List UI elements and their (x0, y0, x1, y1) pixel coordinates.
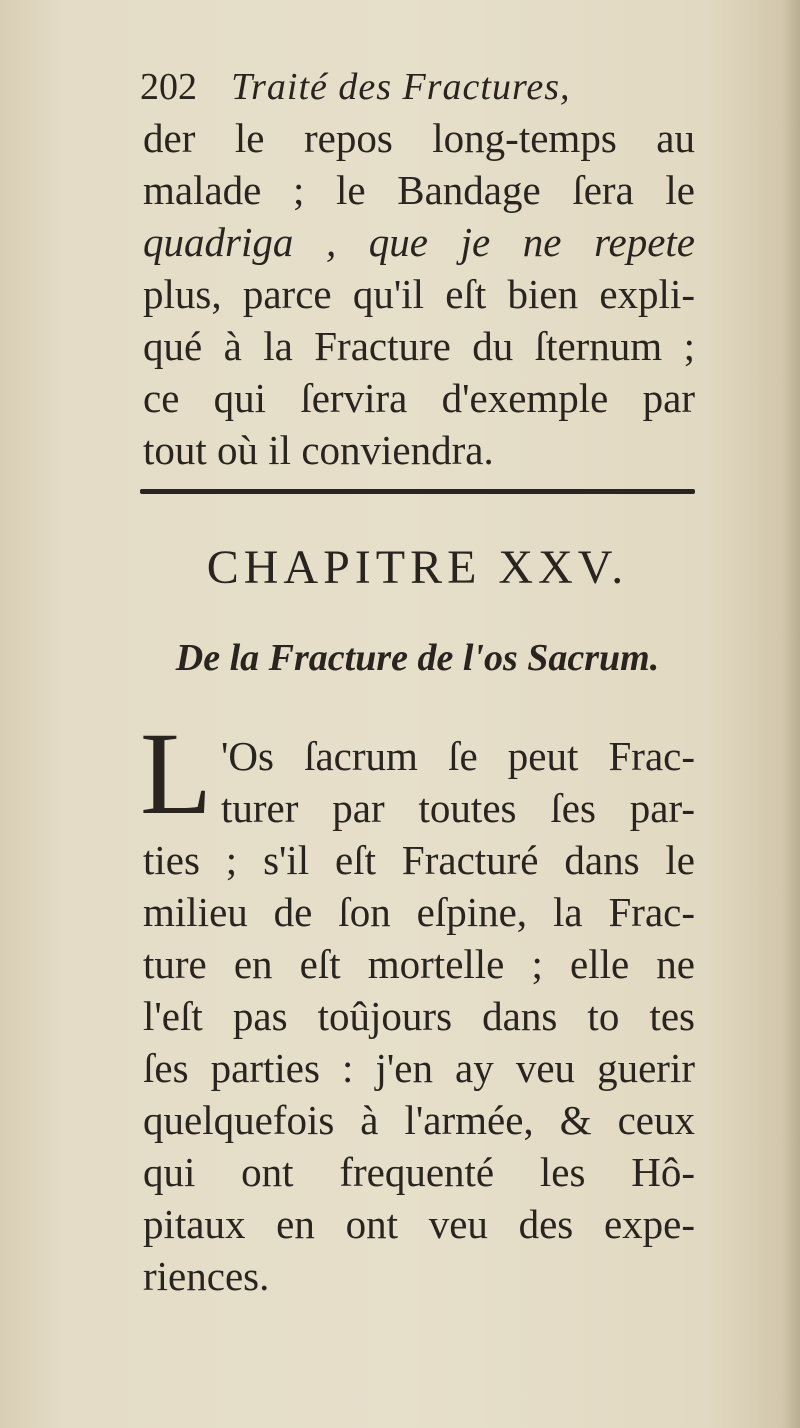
drop-cap: L (140, 708, 213, 839)
text-line: der le repos long-temps au (143, 115, 695, 161)
text-line: ties ; s'il eſt Fracturé dans le (143, 837, 695, 883)
running-head (140, 62, 700, 111)
text-line-content: quadriga , que je ne repete (143, 219, 695, 265)
text-line: ture en eſt mortelle ; elle ne (143, 941, 695, 987)
text-line: riences. (143, 1253, 270, 1299)
paragraph-continued (143, 112, 695, 476)
text-line: tout où il conviendra. (143, 427, 494, 473)
text-line (143, 216, 695, 268)
text-line: quelquefois à l'armée, & ceux (143, 1097, 695, 1143)
text-line: milieu de ſon eſpine, la Frac- (143, 889, 695, 935)
section-rule (140, 489, 695, 494)
chapter-subtitle: De la Fracture de l'os Sacrum. (175, 637, 660, 679)
text-line: 'Os ſacrum ſe peut Frac- (221, 733, 695, 779)
chapter-paragraph (143, 730, 695, 1302)
text-line: qui ont frequenté les Hô- (143, 1149, 695, 1195)
text-line: pitaux en ont veu des expe- (143, 1201, 695, 1247)
text-line: l'eſt pas toûjours dans to tes (143, 993, 695, 1039)
page-number: 202 (140, 66, 197, 108)
text-line: turer par toutes ſes par- (221, 785, 695, 831)
page-gutter-shadow (782, 0, 800, 1428)
text-line: qué à la Fracture du ſternum ; (143, 323, 695, 369)
text-line: malade ; le Bandage ſera le (143, 167, 695, 213)
chapter-heading: CHAPITRE XXV. (206, 541, 629, 594)
running-title: Traité des Fractures, (231, 66, 571, 108)
text-line: ſes parties : j'en ay veu guerir (143, 1045, 695, 1091)
text-line: ce qui ſervira d'exemple par (143, 375, 695, 421)
text-line: plus, parce qu'il eſt bien expli- (143, 271, 695, 317)
